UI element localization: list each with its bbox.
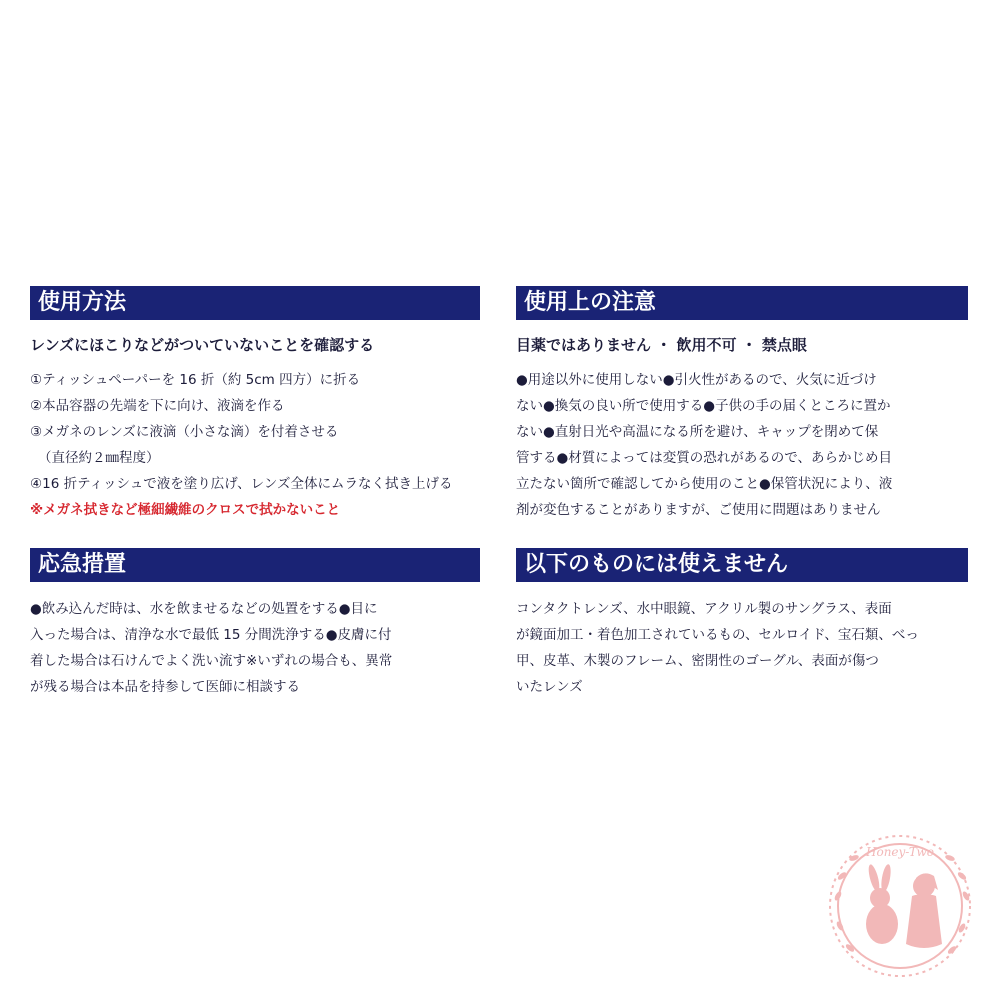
unusable-body [516,596,968,700]
unusable-line: コンタクトレンズ、水中眼鏡、アクリル製のサングラス、表面 [516,601,892,617]
unusable-line: いたレンズ [516,679,583,695]
cautions-body [516,367,968,523]
usage-warning: ※メガネ拭きなど極細繊維のクロスで拭かないこと [30,502,341,518]
usage-title: 使用方法 [30,286,480,320]
unusable-title: 以下のものには使えません [516,548,968,582]
cautions-line: ない●換気の良い所で使用する●子供の手の届くところに置か [516,398,891,414]
logo-text: Honey-Two [866,845,934,859]
cautions-section [516,286,968,523]
cautions-line: ない●直射日光や高温になる所を避け、キャップを閉めて保 [516,424,879,440]
cautions-line: 管する●材質によっては変質の恐れがあるので、あらかじめ目 [516,450,893,466]
first-aid-section [30,548,480,700]
usage-section [30,286,480,523]
unusable-line: が鏡面加工・着色加工されているもの、セルロイド、宝石類、べっ [516,627,919,643]
usage-step: ②本品容器の先端を下に向け、液滴を作る [30,398,285,414]
bunny-and-girl-wreath-icon [820,826,980,986]
first-aid-line: 入った場合は、清浄な水で最低 15 分間洗浄する●皮膚に付 [30,627,392,643]
first-aid-line: ●飲み込んだ時は、水を飲ませるなどの処置をする●目に [30,601,378,617]
first-aid-body [30,596,480,700]
unusable-line: 甲、皮革、木製のフレーム、密閉性のゴーグル、表面が傷つ [516,653,879,669]
usage-steps [30,367,480,523]
unusable-section [516,548,968,700]
cautions-line: ●用途以外に使用しない●引火性があるので、火気に近づけ [516,372,877,388]
first-aid-title: 応急措置 [30,548,480,582]
cautions-line: 立たない箇所で確認してから使用のこと●保管状況により、液 [516,476,893,492]
cautions-title: 使用上の注意 [516,286,968,320]
usage-lead: レンズにほこりなどがついていないことを確認する [30,336,375,354]
first-aid-line: が残る場合は本品を持参して医師に相談する [30,679,300,695]
usage-step: （直径約２㎜程度） [38,450,160,466]
usage-step: ①ティッシュペーパーを 16 折（約 5cm 四方）に折る [30,372,361,388]
cautions-line: 剤が変色することがありますが、ご使用に問題はありません [516,502,881,518]
cautions-lead: 目薬ではありません ・ 飲用不可 ・ 禁点眼 [516,336,807,354]
first-aid-line: 着した場合は石けんでよく洗い流す※いずれの場合も、異常 [30,653,393,669]
usage-step: ③メガネのレンズに液滴（小さな滴）を付着させる [30,424,339,440]
usage-step: ④16 折ティッシュで液を塗り広げ、レンズ全体にムラなく拭き上げる [30,476,453,492]
